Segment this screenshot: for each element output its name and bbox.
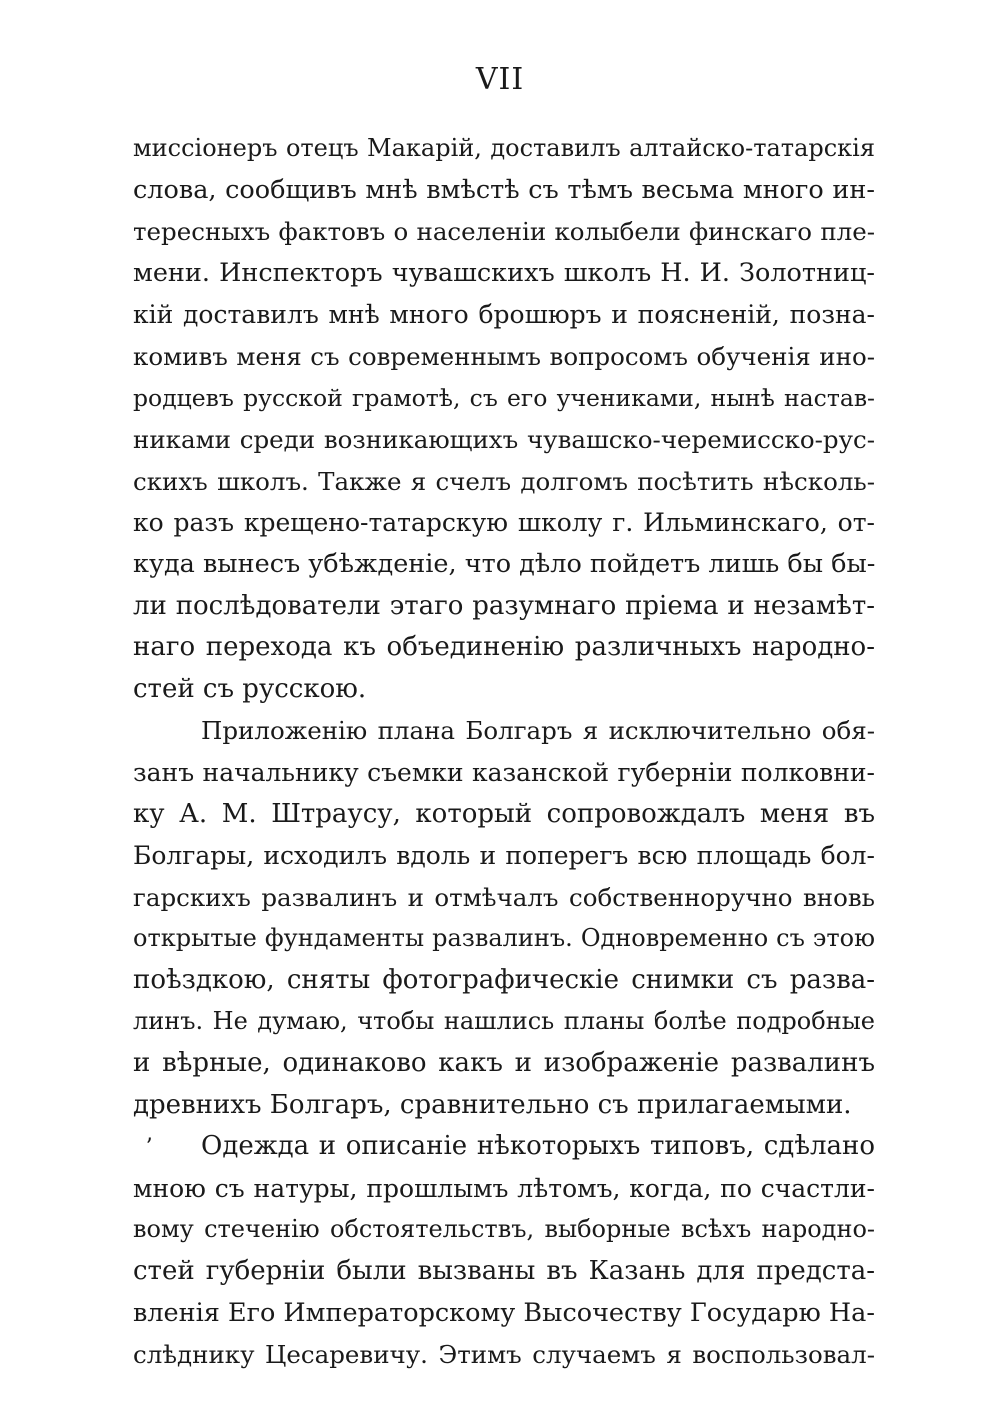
text-line: древнихъ Болгаръ, сравнительно съ прилагаемыми.	[133, 1089, 852, 1120]
text-line: мени. Инспекторъ чувашскихъ школъ Н. И. Золотниц-	[133, 257, 875, 288]
text-line: линъ. Не думаю, чтобы нашлись планы болѣе подробные	[133, 1007, 875, 1036]
text-line: родцевъ русской грамотѣ, съ его учениками, нынѣ настав-	[133, 383, 875, 412]
text-line	[133, 1126, 875, 1168]
text-line: ли послѣдователи этаго разумнаго пріема и незамѣт-	[133, 590, 875, 621]
page-number: VII	[475, 62, 525, 97]
text-line: стей съ русскою.	[133, 673, 367, 704]
text-line: кій доставилъ мнѣ много брошюръ и поясненій, позна-	[133, 300, 875, 330]
text-line: тересныхъ фактовъ о населеніи колыбели финскаго пле-	[133, 217, 875, 247]
text-line: Болгары, исходилъ вдоль и поперегъ всю площадь бол-	[133, 841, 875, 871]
text-line: занъ начальнику съемки казанской губерніи полковни-	[133, 757, 875, 787]
text-line: ко разъ крещено-татарскую школу г. Ильминскаго, от-	[133, 508, 875, 538]
text-line-content: Одежда и описаніе нѣкоторыхъ типовъ, сдѣлано	[201, 1131, 875, 1162]
text-line: никами среди возникающихъ чувашско-черемисско-рус-	[133, 425, 875, 455]
paragraph-1	[133, 128, 875, 710]
text-line: Приложенію плана Болгаръ я исключительно обя-	[201, 716, 875, 746]
text-line: поѣздкою, сняты фотографическіе снимки съ разва-	[133, 964, 875, 995]
text-line: мною съ натуры, прошлымъ лѣтомъ, когда, по счастли-	[133, 1173, 875, 1203]
text-line: вому стеченію обстоятельствъ, выборные всѣхъ народно-	[133, 1215, 875, 1244]
text-line: миссіонеръ отецъ Макарій, доставилъ алтайско-татарскія	[133, 134, 875, 162]
paragraph-2	[133, 710, 875, 1126]
text-line: комивъ меня съ современнымъ вопросомъ обученія ино-	[133, 341, 875, 371]
margin-mark: ʼ	[145, 1135, 152, 1161]
text-line: стей губерніи были вызваны въ Казань для предста-	[133, 1256, 875, 1287]
text-line: ку А. М. Штраусу, который сопровождалъ меня въ	[133, 798, 875, 829]
text-line: и вѣрные, одинаково какъ и изображеніе развалинъ	[133, 1048, 875, 1079]
paragraph-3	[133, 1126, 875, 1376]
text-line: слова, сообщивъ мнѣ вмѣстѣ съ тѣмъ весьма много ин-	[133, 174, 875, 205]
text-line: куда вынесъ убѣжденіе, что дѣло пойдетъ лишь бы бы-	[133, 548, 875, 579]
text-line: вленія Его Императорскому Высочеству Государю На-	[133, 1297, 875, 1328]
text-line: наго перехода къ объединенію различныхъ народно-	[133, 632, 875, 663]
text-line: гарскихъ развалинъ и отмѣчалъ собственноручно вновь	[133, 882, 875, 912]
text-line: открытые фундаменты развалинъ. Одновременно съ этою	[133, 924, 875, 953]
body-text	[133, 128, 875, 1376]
text-line: слѣднику Цесаревичу. Этимъ случаемъ я воспользовал-	[133, 1340, 875, 1370]
text-line: скихъ школъ. Также я счелъ долгомъ посѣтить нѣсколь-	[133, 466, 875, 496]
